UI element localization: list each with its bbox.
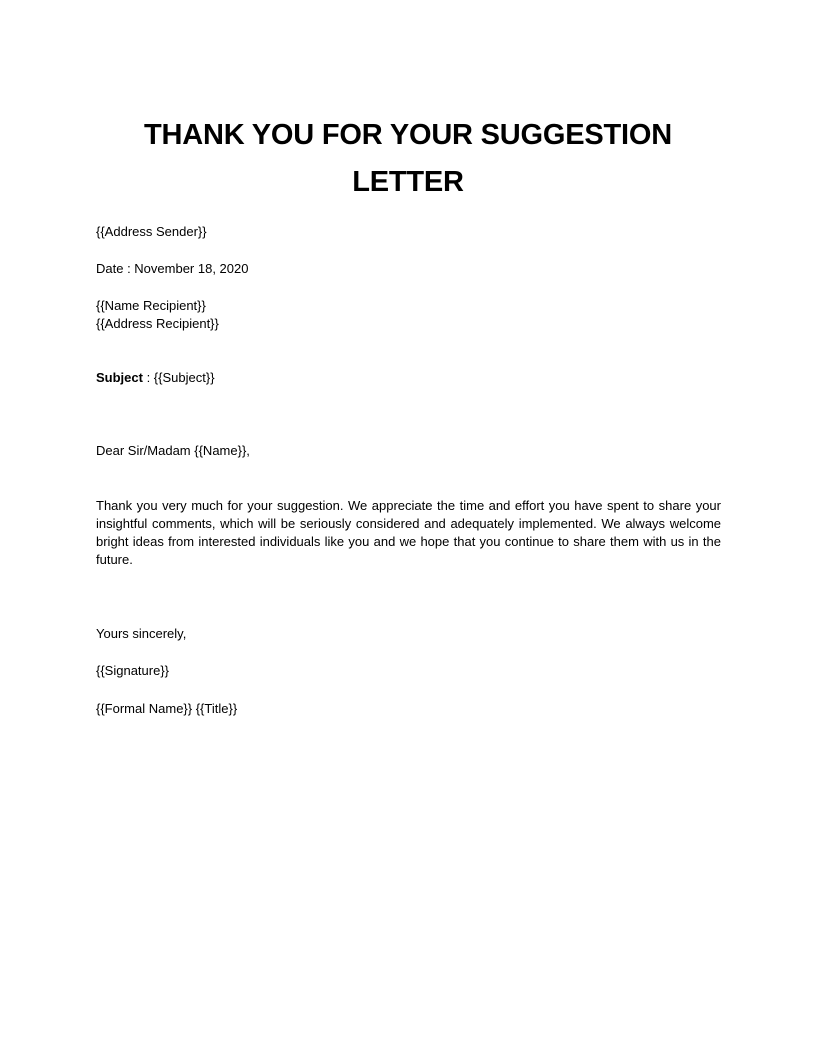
subject-value: : {{Subject}} <box>142 370 215 385</box>
name-recipient: {{Name Recipient}} <box>96 298 206 313</box>
closing: Yours sincerely, <box>96 626 187 641</box>
letter-title <box>96 112 720 206</box>
subject-line <box>96 369 721 387</box>
title-line-2: LETTER <box>352 166 464 198</box>
address-sender: {{Address Sender}} <box>96 224 207 239</box>
title-line-1: THANK YOU FOR YOUR SUGGESTION <box>143 119 673 151</box>
subject-label: Subject <box>96 370 143 385</box>
formal-name-title: {{Formal Name}} {{Title}} <box>96 701 238 716</box>
date-line: Date : November 18, 2020 <box>96 261 249 276</box>
signature: {{Signature}} <box>96 663 170 678</box>
address-recipient: {{Address Recipient}} <box>96 316 219 331</box>
body-paragraph: Thank you very much for your suggestion. We appreciate the time and effort you have spent to share your insightful comments, which will be seriously considered and adequately implemented. We always welcome bright ideas from interested individuals like you and we hope that you continue to share them with us in the future. <box>96 498 721 567</box>
salutation: Dear Sir/Madam {{Name}}, <box>96 443 250 458</box>
